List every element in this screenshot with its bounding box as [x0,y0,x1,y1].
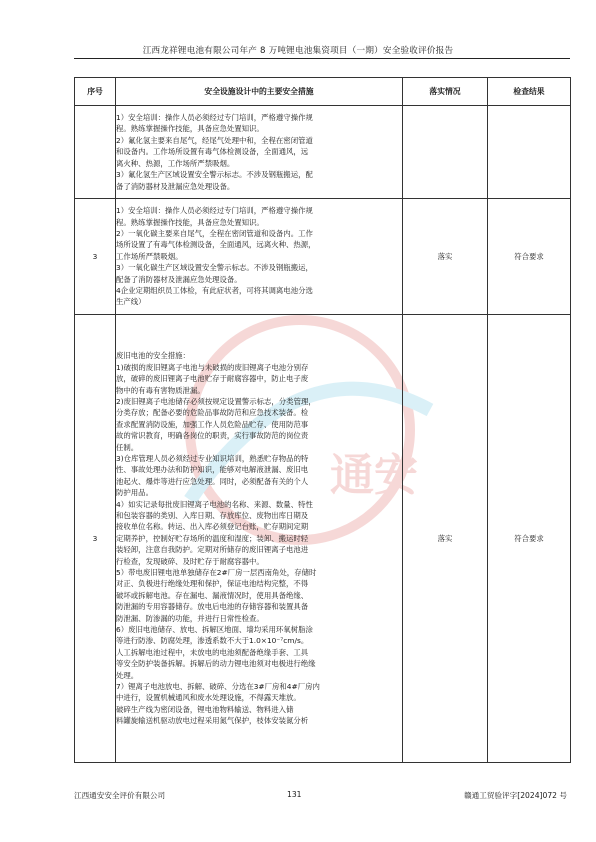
table-row [75,106,571,199]
table-row [75,315,571,763]
row-number: 3 [75,315,116,763]
measure-line: 程。熟练掌握操作技能，具备应急处置知识。 [116,124,264,134]
watermark-text: 通安 [330,450,418,501]
safety-measures-table [74,77,571,763]
measure-line: 放，破碎的废旧锂离子电池贮存于耐腐容器中，防止电子废 [116,374,309,384]
measure-line: 7）锂离子电池放电、拆解、破碎、分选在3#厂房和4#厂房内 [116,682,320,692]
measure-line: 1)破损的废旧锂离子电池与未破损的废旧锂离子电池分别存 [116,362,309,372]
measure-line: 1）安全培训：操作人员必须经过专门培训，严格遵守操作规 [116,206,313,216]
measure-line: 任制。 [116,442,139,452]
measure-line: 3)仓库管理人员必须经过专业知识培训，熟悉贮存物品的特 [116,453,309,463]
measure-line: 物中的有毒有害物质泄漏。 [116,385,205,395]
measure-line: 装轻卸，注意自我防护。定期对所储存的废旧锂离子电池进 [116,545,309,555]
report-header-title: 江西龙祥锂电池有限公司年产 8 万吨锂电池集资项目（一期）安全验收评价报告 [142,46,454,56]
measure-line: 料罐旋输送机驱动放电过程采用氮气保护，枝体安装氮分析 [116,716,309,726]
measure-line: 3）氟化氢生产区域设置安全警示标志。不涉及钢瓶搬运，配 [116,170,313,180]
row-number: 3 [75,199,116,315]
row-status [403,106,488,199]
measure-line: 等安全防护装备拆解。拆解后的动力锂电池须对电极进行绝缘 [116,659,316,669]
measure-line: 和包装容器的类别、入库日期、存放库位、废物出库日期及 [116,510,309,520]
measure-line: 5）带电废旧锂电池单独储存在2#厂房一层西南角处，存储时 [116,568,317,578]
measure-line: 配备了消防器材及泄漏应急处理设备。 [116,274,242,284]
measure-line: 6）废旧电池储存、放电、拆解区地面、墙均采用环氧树脂涂 [116,625,313,635]
measure-line: 中进行，设置机械通风和废水处理设施，不得露天堆放。 [116,693,301,703]
measure-line: 4企业定期组织员工体检，有此症状者，可将其调离电池分选 [116,286,313,296]
measure-line: 2）氟化氢主要来自尾气，经尾气处理中和，全程在密闭管道 [116,135,313,145]
measure-line: 离火种、热源，工作场所严禁吸烟。 [116,158,235,168]
footer-document-ref: 赣通工贸验评字[2024]072 号 [464,791,567,800]
row-status: 落实 [403,199,488,315]
measure-line: 防泄漏的专用容器储存。放电后电池的存储容器和装置具备 [116,602,309,612]
measure-line: 分类存放；配备必要的危险品事故防范和应急技术装备。检 [116,408,309,418]
row-result [488,106,571,199]
row-measures [116,106,403,199]
table-header-row [75,78,571,106]
row-measures [116,315,403,763]
measure-line: 生产线） [116,297,146,307]
measure-line: 对正、负极进行绝缘处理和保护，保证电池结构完整，不得 [116,579,309,589]
row-status: 落实 [403,315,488,763]
measure-line: 接收单位名称。转运、出入库必须登记台账，贮存期间定期 [116,522,309,532]
measure-line: 2）一氧化碳主要来自尾气，全程在密闭管道和设备内。工作 [116,228,313,238]
measure-line: 定期养护，控制好贮存场所的温度和湿度；装卸、搬运时轻 [116,533,309,543]
col-header-number: 序号 [75,78,116,106]
footer-company: 江西通安安全评价有限公司 [74,791,166,800]
measure-line: 人工拆解电池过程中，未放电的电池须配备绝缘手套、工具 [116,647,309,657]
measure-line: 等进行防渗、防腐处理，渗透系数不大于1.0×10⁻⁷cm/s。 [116,636,309,646]
measure-line: 防护用品。 [116,488,153,498]
measure-line: 故的常识教育，明确各岗位的职责，实行事故防范的岗位责 [116,431,309,441]
measure-line: 性、事故处理办法和防护知识，能够对电解液泄漏、废旧电 [116,465,309,475]
measure-line: 处理。 [116,670,139,680]
measure-line: 2)废旧锂离子电池储存必须按规定设置警示标志，分类管理， [116,396,316,406]
measure-line: 行检查，发现破碎、及时贮存于耐腐容器中。 [116,556,264,566]
col-header-measures: 安全设施设计中的主要安全措施 [116,78,403,106]
measure-line: 备了消防器材及泄漏应急处理设备。 [116,181,235,191]
col-header-result: 检查结果 [488,78,571,106]
measure-line: 场所设置了有毒气体检测设备，全面通风，远离火种、热源， [116,240,316,250]
col-header-status: 落实情况 [403,78,488,106]
measure-line: 3）一氧化碳生产区域设置安全警示标志。不涉及钢瓶搬运， [116,263,313,273]
row-measures [116,199,403,315]
measure-line: 程。熟练掌握操作技能，具备应急处置知识。 [116,217,264,227]
measure-line: 防泄漏、防渗漏的功能，并进行日常性检查。 [116,613,264,623]
row-result: 符合要求 [488,315,571,763]
row-number [75,106,116,199]
measure-line: 池起火、爆炸等进行应急处理。同时，必须配备有关的个人 [116,476,309,486]
row-result: 符合要求 [488,199,571,315]
measure-line: 破坏或拆解电池。存在漏电、漏液情况时，使用具备绝缘、 [116,590,309,600]
measure-line: 破碎生产线为密闭设备，锂电池物料输送、物料进入储 [116,704,294,714]
measure-line: 1）安全培训：操作人员必须经过专门培训，严格遵守操作规 [116,113,313,123]
measure-line: 和设备内。工作场所设置有毒气体检测设备，全面通风，远 [116,147,309,157]
measure-line: 4）如实记录每批废旧锂离子电池的名称、来源、数量、特性 [116,499,313,509]
table-row [75,199,571,315]
measure-line: 工作场所严禁吸烟。 [116,251,183,261]
measure-line: 废旧电池的安全措施： [116,351,190,361]
footer-page-number: 131 [287,790,302,799]
measure-line: 查求配置消防设施，加强工作人员危险品贮存、使用防范事 [116,419,309,429]
header-rule [74,58,570,59]
